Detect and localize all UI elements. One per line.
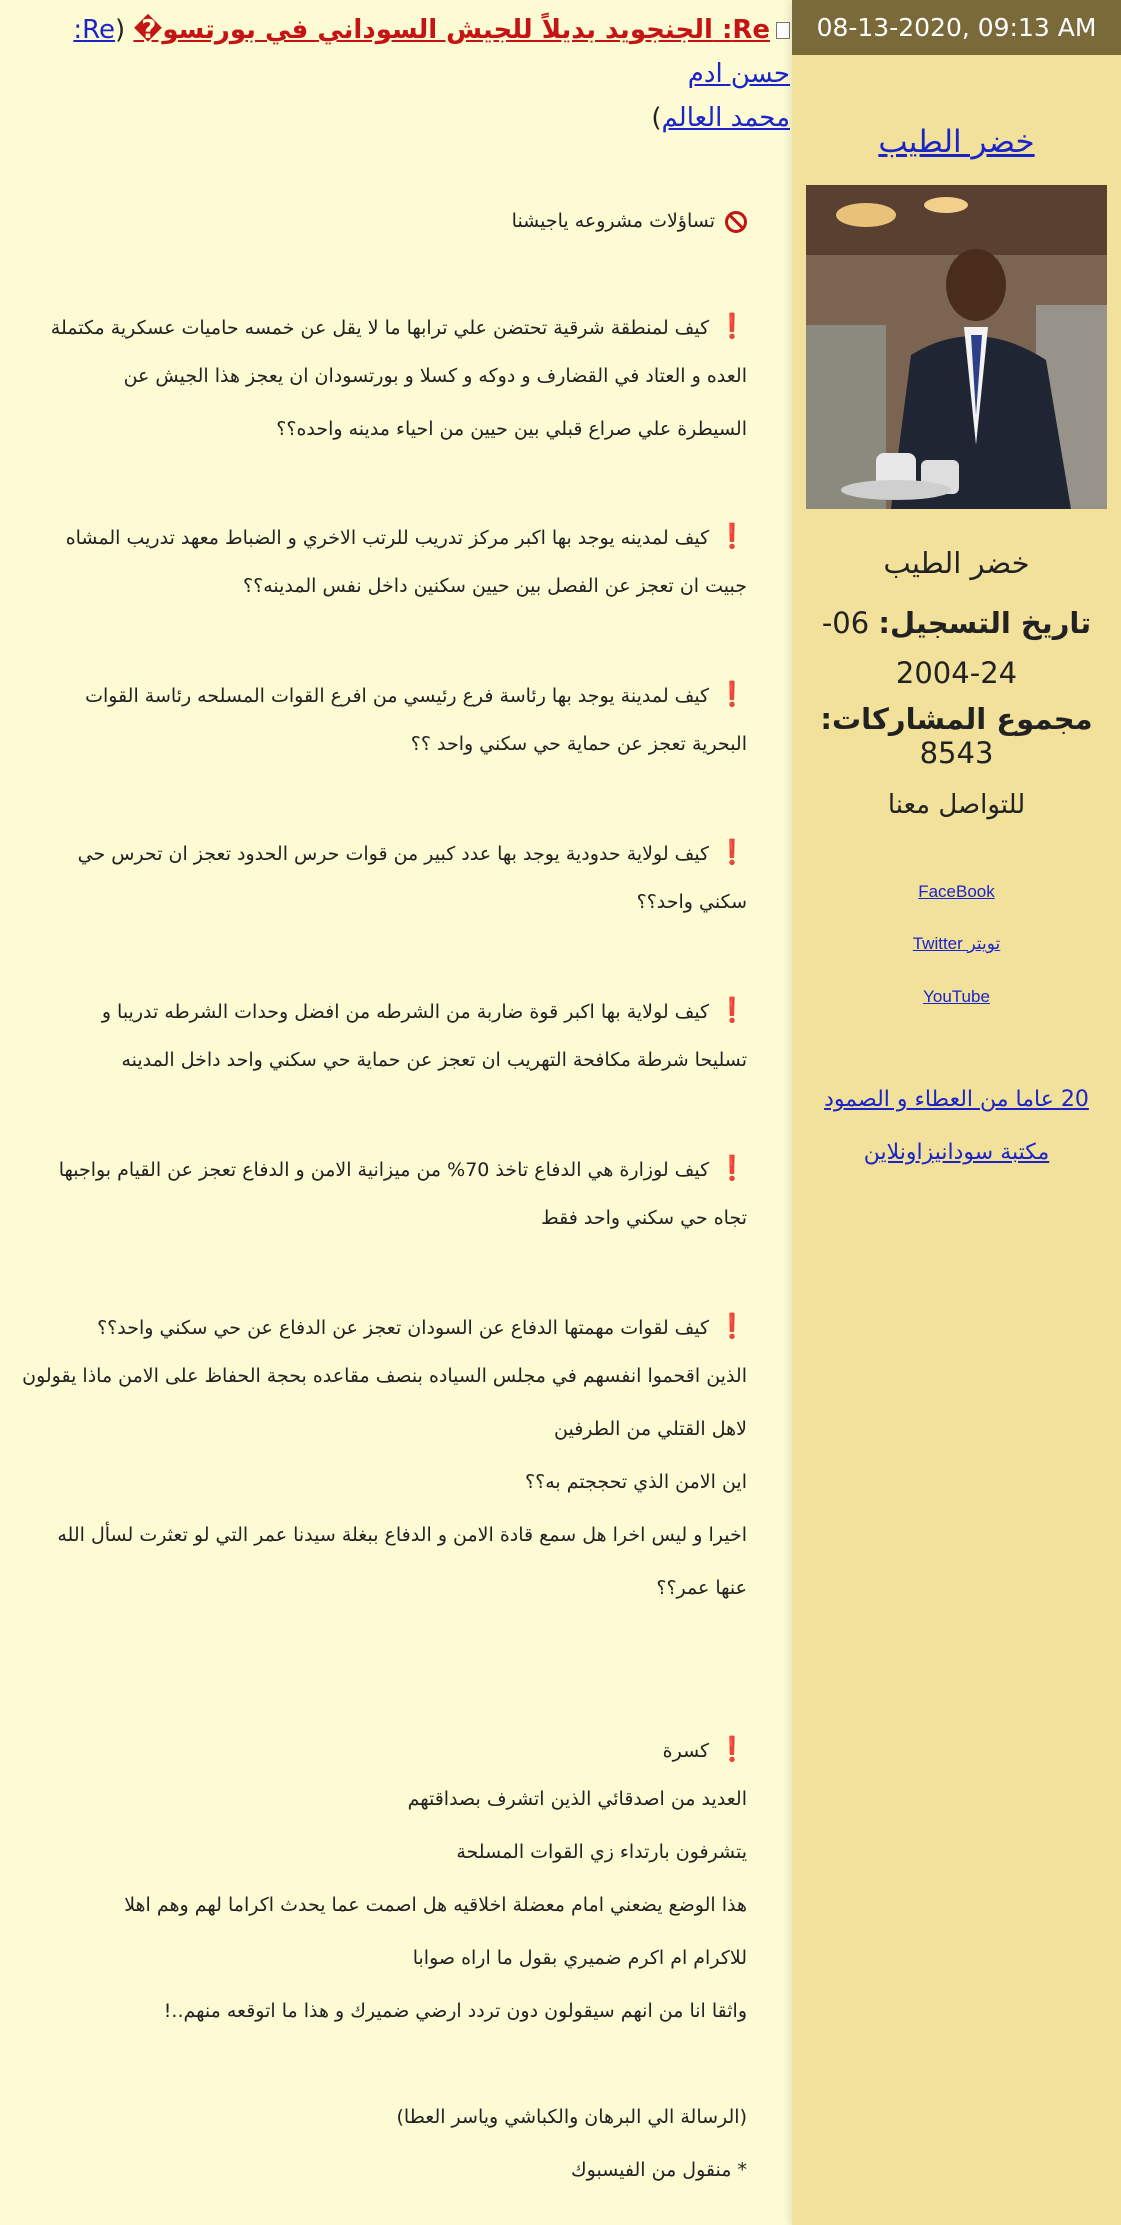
line-text: كسرة [662,1740,710,1762]
post-line [102,996,747,1024]
no-entry-icon [725,211,747,233]
post-line: واثقا انا من انهم سيقولون دون تردد ارضي ضميرك و هذا ما اتوقعه منهم..! [163,2000,747,2022]
post-line: البحرية تعجز عن حماية حي سكني واحد ؟؟ [410,733,747,755]
library-link[interactable]: مكتبة سودانيزاونلاين [863,1140,1050,1165]
post-line: جبيت ان تعجز عن الفصل بين حيين سكنين داخل نفس المدينه؟؟ [243,575,747,597]
post-line [663,1735,747,1763]
registration-date [792,598,1121,698]
author-name: خضر الطيب [883,546,1030,580]
post-line [59,1154,747,1182]
line-text: كيف لقوات مهمتها الدفاع عن السودان تعجز عن الدفاع عن حي سكني واحد؟؟ [97,1317,710,1339]
registration-label: تاريخ التسجيل: [878,606,1092,640]
post-line: عنها عمر؟؟ [656,1577,747,1599]
post-line: تسليحا شرطة مكافحة التهريب ان تعجز عن حماية حي سكني واحد داخل المدينه [121,1049,747,1071]
anniversary-link[interactable]: 20 عاما من العطاء و الصمود [824,1087,1089,1112]
post-line: سكني واحد؟؟ [636,891,747,913]
exclamation-icon: ❗ [717,522,747,550]
thread-title-link[interactable] [133,15,770,45]
facebook-link[interactable]: FaceBook [918,882,995,901]
contact-label: للتواصل معنا [887,790,1026,820]
post-line [85,680,747,708]
close-paren: ) [651,103,662,133]
post-line [51,312,747,340]
post-line: هذا الوضع يضعني امام معضلة اخلاقيه هل اصمت عما يحدث اكراما لهم وهم اهلا [124,1894,747,1916]
exclamation-icon: ❗ [717,1735,747,1763]
line-text: كيف لمنطقة شرقية تحتضن علي ترابها ما لا يقل عن خمسه حاميات عسكرية مكتملة [50,317,710,339]
intro-text: تساؤلات مشروعه ياجيشنا [511,210,715,232]
post-line: اين الامن الذي تحججتم به؟؟ [525,1471,747,1493]
post-date: 08-13-2020, 09:13 AM [792,0,1121,55]
post-line: تجاه حي سكني واحد فقط [541,1207,747,1229]
reply-prefix: Re: [73,15,116,45]
open-paren: ( [115,15,126,45]
reply-author-1: حسن ادم [687,59,790,89]
post-line [78,838,747,866]
post-line [66,522,747,550]
post-line: الذين اقحموا انفسهم في مجلس السياده بنصف مقاعده بحجة الحفاظ على الامن ماذا يقولون [22,1365,747,1387]
post-title [18,8,790,133]
posts-label: مجموع المشاركات: [820,702,1093,736]
post-line: السيطرة علي صراع قبلي بين حيين من احياء مدينه واحده؟؟ [276,418,747,440]
line-text: كيف لمدينه يوجد بها اكبر مركز تدريب للرتب الاخري و الضباط معهد تدريب المشاه [65,527,710,549]
post-intro [512,210,747,233]
exclamation-icon: ❗ [717,680,747,708]
post-line [97,1312,747,1340]
exclamation-icon: ❗ [717,838,747,866]
avatar [806,185,1107,509]
posts-value: 8543 [919,736,994,770]
post-line: العده و العتاد في القضارف و دوكه و كسلا و بورتسودان ان يعجز هذا الجيش عن [123,365,747,387]
avatar-photo [806,185,1107,509]
title-main: الجنجويد بديلاً للجيش السوداني في بورتسو� [133,15,713,45]
author-sidebar [792,0,1121,2225]
reply-author-2-link[interactable]: محمد العالم [661,103,790,133]
line-text: كيف لمدينة يوجد بها رئاسة فرع رئيسي من افرع القوات المسلحه رئاسة القوات [85,685,710,707]
exclamation-icon: ❗ [717,996,747,1024]
title-prefix: Re: [712,15,770,45]
post-line: (الرسالة الي البرهان والكباشي وياسر العطا) [396,2106,747,2128]
post-line: يتشرفون بارتداء زي القوات المسلحة [456,1841,747,1863]
twitter-link[interactable]: تويتر Twitter [912,934,1001,953]
youtube-link[interactable]: YouTube [923,987,990,1006]
post-line: اخيرا و ليس اخرا هل سمع قادة الامن و الدفاع ببغلة سيدنا عمر التي لو تعثرت لسأل الله [57,1524,747,1546]
post-line: * منقول من الفيسبوك [571,2159,747,2181]
post-count [792,702,1121,770]
line-text: كيف لوزارة هي الدفاع تاخذ 70% من ميزانية الامن و الدفاع تعجز عن القيام بواجبها [58,1159,710,1181]
line-text: كيف لولاية حدودية يوجد بها عدد كبير من قوات حرس الحدود تعجز ان تحرس حي [77,843,710,865]
post-line: للاكرام ام اكرم ضميري بقول ما اراه صوابا [412,1947,747,1969]
line-text: كيف لولاية بها اكبر قوة ضاربة من الشرطه من افضل وحدات الشرطه تدريبا و [101,1001,710,1023]
post-line: العديد من اصدقائي الذين اتشرف بصداقتهم [407,1788,747,1810]
exclamation-icon: ❗ [717,312,747,340]
post-line: لاهل القتلي من الطرفين [554,1418,747,1440]
exclamation-icon: ❗ [717,1154,747,1182]
author-profile-link[interactable]: خضر الطيب [878,124,1035,160]
exclamation-icon: ❗ [717,1312,747,1340]
document-icon [776,22,790,39]
registration-value: 06-24-2004 [821,606,1018,690]
